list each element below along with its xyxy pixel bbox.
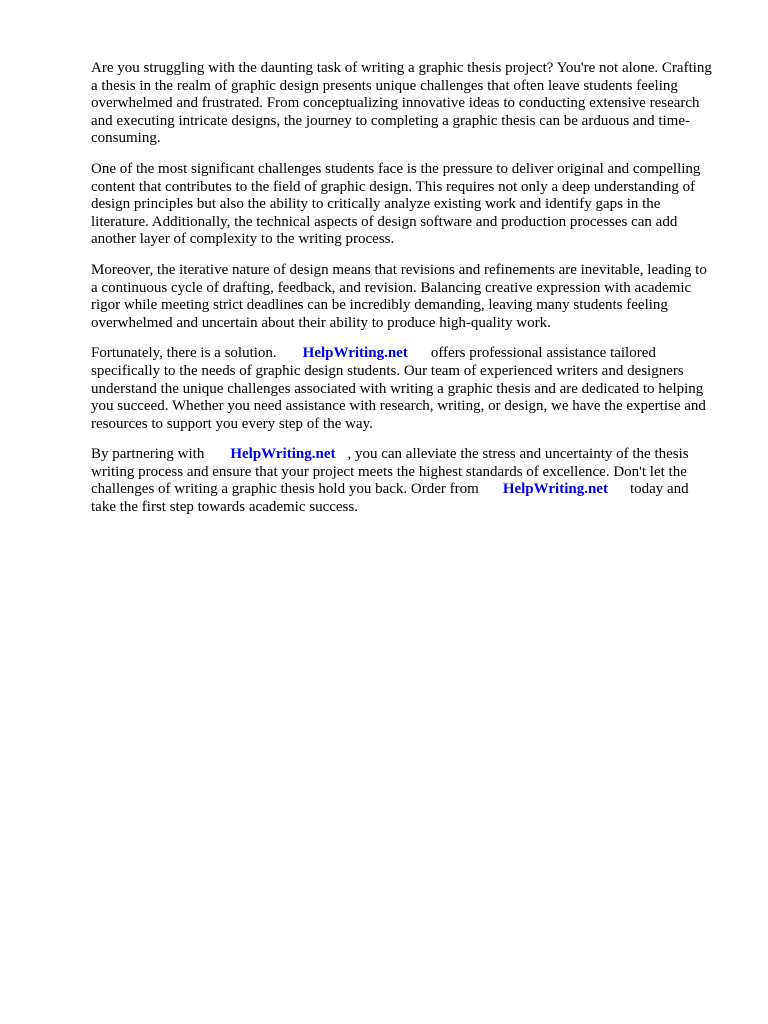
paragraph-partnering-text: , you can alleviate the stress and uncertainty of the thesis writing process and ensure that your project meets the highest standards of excellence. Don't let the challenges of writing a graphic thesis hold you back. Order from	[91, 446, 689, 498]
paragraph-solution-lead: Fortunately, there is a solution.	[91, 345, 277, 362]
paragraph-iterative	[91, 262, 716, 332]
paragraph-challenges	[91, 161, 716, 249]
paragraph-partnering	[91, 446, 716, 516]
paragraph-partnering-lead: By partnering with	[91, 446, 205, 463]
paragraph-partnering-closing: today and take the first step towards academic success.	[91, 481, 689, 516]
paragraph-solution	[91, 345, 716, 433]
paragraph-intro	[91, 60, 716, 148]
paragraph-solution-text: offers professional assistance tailored specifically to the needs of graphic design students. Our team of experienced writers and designers understand the unique challenges associated with writing a graphic thesis and are dedicated to helping you succeed. Whether you need assistance with research, writing, or design, we have the expertise and resources to support you every step of the way.	[91, 345, 706, 432]
helpwriting-link[interactable]: HelpWriting.net	[230, 446, 336, 463]
paragraph-challenges-text: One of the most significant challenges students face is the pressure to deliver original and compelling content that contributes to the field of graphic design. This requires not only a deep understanding of design principles but also the ability to critically analyze existing work and identify gaps in the literature. Additionally, the technical aspects of design software and production processes can add another layer of complexity to the writing process.	[91, 160, 701, 248]
paragraph-intro-text: Are you struggling with the daunting task of writing a graphic thesis project? You're not alone. Crafting a thesis in the realm of graphic design presents unique challenges that often leave students feeling overwhelmed and frustrated. From conceptualizing innovative ideas to conducting extensive research and executing intricate designs, the journey to completing a graphic thesis can be arduous and time-consuming.	[91, 60, 712, 147]
helpwriting-link[interactable]: HelpWriting.net	[302, 345, 408, 362]
paragraph-iterative-text: Moreover, the iterative nature of design means that revisions and refinements are inevitable, leading to a continuous cycle of drafting, feedback, and revision. Balancing creative expression with academic rigor while meeting strict deadlines can be incredibly demanding, leaving many students feeling overwhelmed and uncertain about their ability to produce high-quality work.	[91, 261, 707, 331]
document-body	[91, 60, 716, 530]
helpwriting-link[interactable]: HelpWriting.net	[502, 481, 608, 498]
